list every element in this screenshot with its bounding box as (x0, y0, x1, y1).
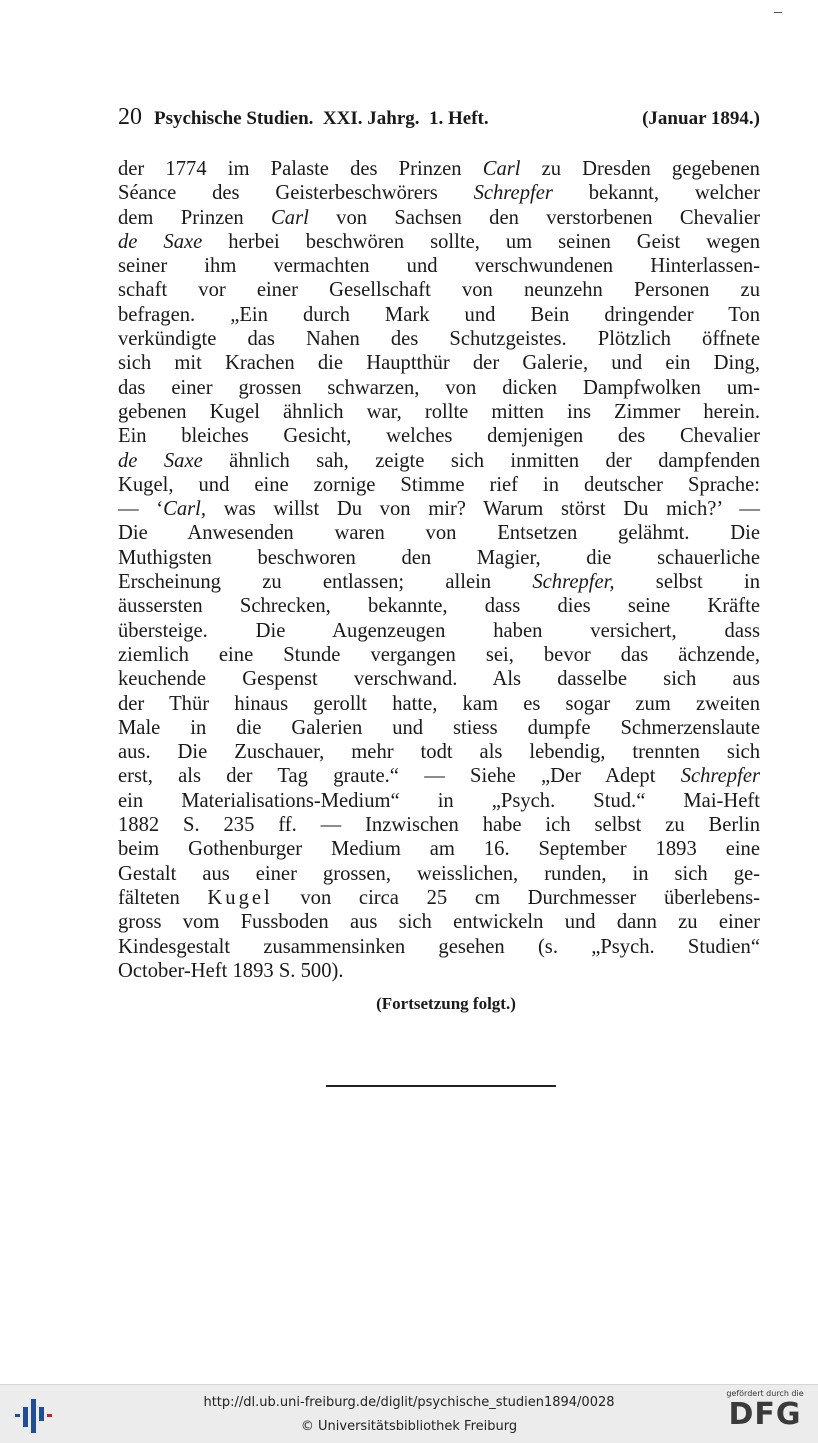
text-line (118, 619, 760, 643)
text-line (118, 643, 760, 667)
text-segment: fälteten (118, 886, 208, 909)
text-segment: Die Anwesenden waren von Entsetzen gelähmt. Die (118, 522, 760, 545)
text-segment: was willst Du von mir? Warum störst Du mich?’ — (206, 498, 760, 521)
running-title: Psychische Studien. XXI. Jahrg. 1. Heft. (154, 108, 489, 129)
text-segment: äussersten Schrecken, bekannte, dass dies seine Kräfte (118, 595, 760, 618)
spaced-text: Kugel (207, 886, 273, 909)
issue-date: (Januar 1894.) (642, 108, 760, 129)
text-segment: herbei beschwören sollte, um seinen Geist wegen (202, 230, 760, 253)
text-line (118, 716, 760, 740)
dfg-tagline: gefördert durch die (726, 1389, 804, 1398)
text-line (118, 376, 760, 400)
text-segment: selbst in (614, 571, 760, 594)
text-segment: gross vom Fussboden aus sich entwickeln und dann zu einer (118, 911, 760, 934)
text-segment: ein Materialisations-Medium“ in „Psych. Stud.“ Mai-Heft (118, 789, 760, 812)
italic-text: Carl, (163, 498, 207, 521)
italic-text: Schrepfer, (532, 571, 615, 594)
text-segment: gebenen Kugel ähnlich war, rollte mitten ins Zimmer herein. (118, 400, 760, 423)
text-line (118, 959, 760, 983)
text-line (118, 789, 760, 813)
text-segment: übersteige. Die Augenzeugen haben versichert, dass (118, 619, 760, 642)
text-line (118, 740, 760, 764)
text-segment: aus. Die Zuschauer, mehr todt als lebendig, trennten sich (118, 741, 760, 764)
text-line (118, 692, 760, 716)
text-segment: Kindesgestalt zusammensinken gesehen (s. „Psych. Studien“ (118, 935, 760, 958)
copyright-notice: © Universitätsbibliothek Freiburg (300, 1419, 518, 1434)
text-segment: der Thür hinaus gerollt hatte, kam es sogar zum zweiten (118, 692, 760, 715)
text-segment: befragen. „Ein durch Mark und Bein dringender Ton (118, 303, 760, 326)
text-segment: ziemlich eine Stunde vergangen sei, bevor das ächzende, (118, 643, 760, 666)
text-line (118, 327, 760, 351)
italic-text: de Saxe (118, 449, 203, 472)
text-segment: dem Prinzen (118, 206, 272, 229)
text-segment: von circa 25 cm Durchmesser überlebens- (272, 886, 761, 909)
document-url[interactable]: http://dl.ub.uni-freiburg.de/diglit/psychische_studien1894/0028 (203, 1395, 615, 1410)
text-segment: Male in die Galerien und stiess dumpfe Schmerzenslaute (118, 716, 760, 739)
dfg-wordmark: DFG (728, 1397, 802, 1432)
text-segment: Erscheinung zu entlassen; allein (118, 571, 533, 594)
text-segment: bekannt, welcher (552, 182, 761, 205)
text-line (118, 278, 760, 302)
text-line (118, 424, 760, 448)
running-header (118, 104, 760, 131)
text-segment: ähnlich sah, zeigte sich inmitten der dampfenden (202, 449, 760, 472)
text-segment: keuchende Gespenst verschwand. Als dasselbe sich aus (118, 668, 760, 691)
text-line (118, 886, 760, 910)
text-line (118, 181, 760, 205)
text-line (118, 497, 760, 521)
text-segment: sich mit Krachen die Hauptthür der Galerie, und ein Ding, (118, 352, 760, 375)
text-segment: beim Gothenburger Medium am 16. September 1893 eine (118, 838, 760, 861)
text-line (118, 667, 760, 691)
page-number: 20 (118, 104, 142, 130)
end-rule (326, 1085, 556, 1087)
text-line (118, 546, 760, 570)
text-segment: Kugel, und eine zornige Stimme rief in deutscher Sprache: (118, 473, 760, 496)
text-line (118, 813, 760, 837)
text-line (118, 935, 760, 959)
text-segment: seiner ihm vermachten und verschwundenen Hinterlassen- (118, 255, 760, 278)
text-line (118, 570, 760, 594)
text-line (118, 449, 760, 473)
viewer-footer (0, 1384, 818, 1443)
text-line (118, 473, 760, 497)
text-segment: schaft vor einer Gesellschaft von neunzehn Personen zu (118, 279, 760, 302)
italic-text: Schrepfer (680, 765, 760, 788)
text-segment: von Sachsen den verstorbenen Chevalier (308, 206, 760, 229)
italic-text: Schrepfer (473, 182, 553, 205)
text-line (118, 764, 760, 788)
text-line (118, 862, 760, 886)
text-line (118, 254, 760, 278)
text-segment: Ein bleiches Gesicht, welches demjenigen des Chevalier (118, 425, 760, 448)
dfg-logo-icon[interactable] (720, 1389, 810, 1439)
text-line (118, 910, 760, 934)
body-text (118, 157, 760, 983)
text-line (118, 351, 760, 375)
italic-text: Carl (271, 206, 309, 229)
text-segment: erst, als der Tag graute.“ — Siehe „Der Adept (118, 765, 681, 788)
text-segment: Séance des Geisterbeschwörers (118, 182, 474, 205)
text-segment: October-Heft 1893 S. 500). (118, 959, 344, 982)
text-segment: verkündigte das Nahen des Schutzgeistes. Plötzlich öffnete (118, 328, 760, 351)
text-line (118, 837, 760, 861)
text-segment: zu Dresden gegebenen (520, 158, 760, 180)
text-line (118, 206, 760, 230)
text-line (118, 400, 760, 424)
italic-text: Carl (482, 158, 521, 180)
text-segment: der 1774 im Palaste des Prinzen (118, 158, 483, 180)
text-segment: — ‘ (118, 498, 164, 521)
text-line (118, 230, 760, 254)
text-line (118, 157, 760, 181)
text-segment: Muthigsten beschworen den Magier, die schauerliche (118, 546, 760, 569)
scan-corner-mark (774, 12, 782, 13)
text-line (118, 521, 760, 545)
italic-text: de Saxe (118, 230, 203, 253)
text-segment: Gestalt aus einer grossen, weisslichen, runden, in sich ge- (118, 862, 760, 885)
text-line (118, 303, 760, 327)
text-line (118, 594, 760, 618)
text-segment: 1882 S. 235 ff. — Inzwischen habe ich selbst zu Berlin (118, 814, 760, 837)
continued-note: (Fortsetzung folgt.) (376, 994, 516, 1013)
text-segment: das einer grossen schwarzen, von dicken Dampfwolken um- (118, 376, 760, 399)
